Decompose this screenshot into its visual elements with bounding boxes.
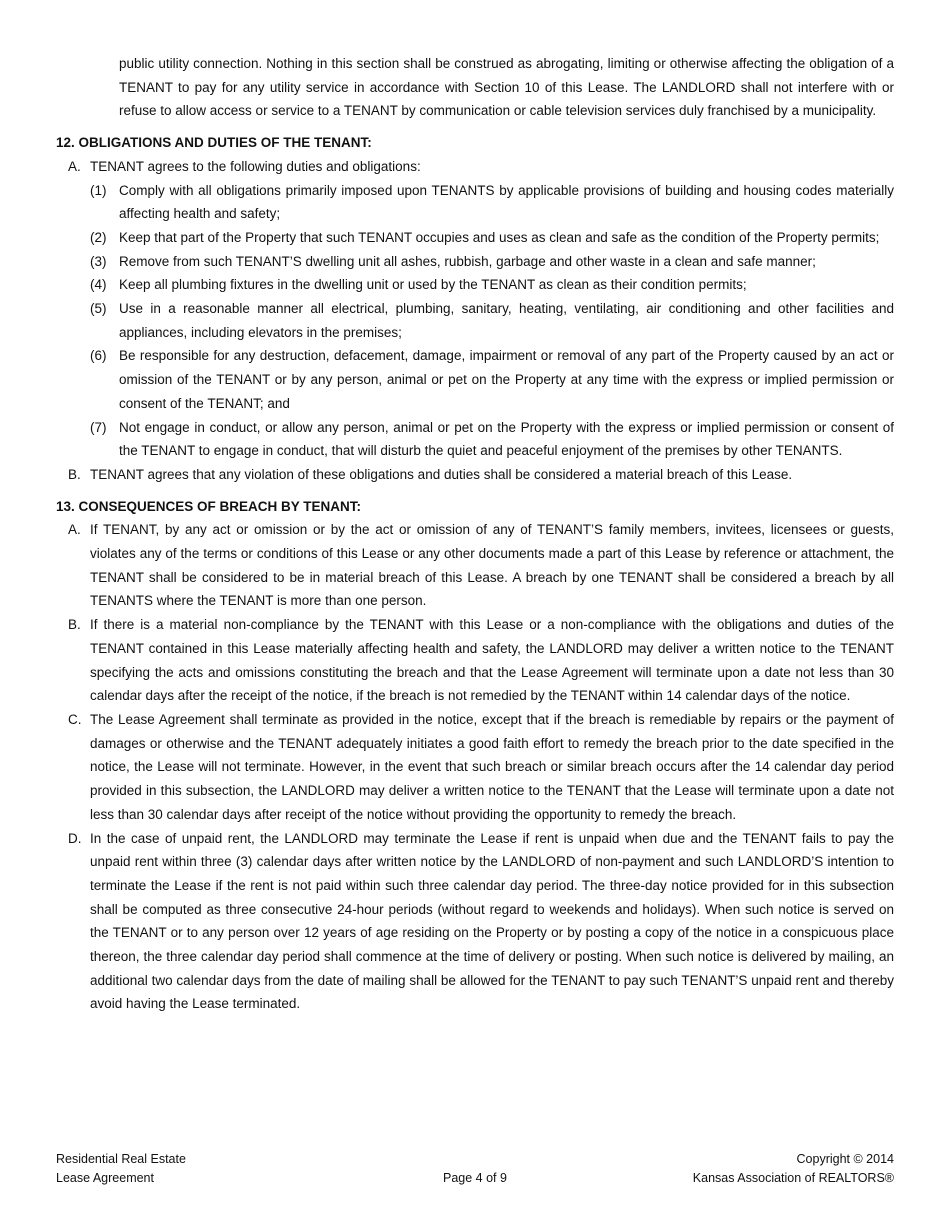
list-marker: (6)	[90, 348, 107, 364]
section-12-subitem-7	[56, 416, 894, 463]
footer-publisher: Kansas Association of REALTORS®	[692, 1171, 894, 1185]
list-item-text: Keep that part of the Property that such TENANT occupies and uses as clean and safe as the condition of the Property permits;	[119, 229, 880, 245]
list-marker: (2)	[90, 229, 107, 245]
list-item-text: Be responsible for any destruction, defacement, damage, impairment or removal of any part of the Property caused by an act or omission of the TENANT or by any person, animal or pet on the Property at any time with the express or implied permission or consent of the TENANT; and	[119, 348, 894, 411]
footer-copyright: Copyright © 2014	[796, 1152, 894, 1166]
section-13-title: 13. CONSEQUENCES OF BREACH BY TENANT:	[56, 498, 362, 514]
section-13-item-a	[56, 518, 894, 613]
section-12-subitem-1	[56, 179, 894, 226]
section-12-title: 12. OBLIGATIONS AND DUTIES OF THE TENANT:	[56, 135, 372, 151]
section-12-subitem-6	[56, 344, 894, 415]
list-item-text: If there is a material non-compliance by the TENANT with this Lease or a non-compliance with the obligations and duties of the TENANT contained in this Lease materially affecting health and safety, the LANDLORD may deliver a written notice to the TENANT specifying the acts and omissions constituting the breach and that the Lease Agreement will terminate upon a date not less than 30 calendar days after the receipt of the notice, if the breach is not remedied by the TENANT within 14 calendar days of the notice.	[90, 617, 894, 704]
intro-paragraph: public utility connection. Nothing in this section shall be construed as abrogating, limiting or otherwise affecting the obligation of a TENANT to pay for any utility service in accordance with Section 10 of this Lease. The LANDLORD shall not interfere with or refuse to allow access or service to a TENANT by communication or cable television services duly franchised by a municipality.	[119, 56, 894, 119]
list-item-text: TENANT agrees that any violation of these obligations and duties shall be considered a material breach of this Lease.	[90, 466, 793, 482]
list-marker: (5)	[90, 301, 107, 317]
section-12-subitem-3	[56, 250, 894, 274]
footer-form-type: Lease Agreement	[56, 1171, 154, 1185]
list-marker: A.	[68, 522, 81, 538]
list-marker: A.	[68, 158, 81, 174]
list-item-text: Comply with all obligations primarily imposed upon TENANTS by applicable provisions of building and housing codes materially affecting health and safety;	[119, 182, 894, 222]
footer-right	[693, 1150, 894, 1188]
section-13-item-b	[56, 613, 894, 708]
list-marker: (1)	[90, 182, 107, 198]
section-12-item-a	[56, 155, 894, 179]
list-item-text: The Lease Agreement shall terminate as provided in the notice, except that if the breach is remediable by repairs or the payment of damages or otherwise and the TENANT adequately initiates a good faith effort to remedy the breach prior to the date specified in the notice, the Lease will not terminate. However, in the event that such breach or similar breach occurs after the 14 calendar day period provided in this subsection, the LANDLORD may deliver a written notice to the TENANT that the Lease will terminate upon a date not less than 30 calendar days after receipt of the notice without providing the opportunity to remedy the breach.	[90, 711, 894, 822]
list-item-text: Remove from such TENANT’S dwelling unit all ashes, rubbish, garbage and other waste in a clean and safe manner;	[119, 253, 816, 269]
list-marker: (4)	[90, 277, 107, 293]
list-marker: B.	[68, 617, 81, 633]
list-item-text: TENANT agrees to the following duties and obligations:	[90, 158, 421, 174]
list-item-text: In the case of unpaid rent, the LANDLORD may terminate the Lease if rent is unpaid when due and the TENANT fails to pay the unpaid rent within three (3) calendar days after written notice by the LANDLORD of non-payment and such LANDLORD’S intention to terminate the Lease if the rent is not paid within such three calendar day period. The three-day notice provided for in this subsection shall be computed as three consecutive 24-hour periods (without regard to weekends and holidays). When such notice is served on the TENANT or to any person over 12 years of age residing on the Property or by posting a copy of the notice in a conspicuous place thereon, the three calendar day period shall commence at the time of delivery or posting. When such notice is delivered by mailing, an additional two calendar days from the date of mailing shall be allowed for the TENANT to pay such TENANT’S unpaid rent and thereby avoid having the Lease terminated.	[90, 830, 894, 1012]
list-marker: D.	[68, 830, 82, 846]
list-marker: C.	[68, 711, 82, 727]
list-item-text: Not engage in conduct, or allow any person, animal or pet on the Property with the express or implied permission or consent of the TENANT to engage in conduct, that will disturb the quiet and peaceful enjoyment of the premises by other TENANTS.	[119, 419, 894, 459]
document-page	[56, 52, 894, 1016]
list-item-text: If TENANT, by any act or omission or by the act or omission of any of TENANT’S family members, invitees, licensees or guests, violates any of the terms or conditions of this Lease or any other documents made a part of this Lease by reference or attachment, the TENANT shall be considered to be in material breach of this Lease. A breach by one TENANT shall be considered a breach by all TENANTS where the TENANT is more than one person.	[90, 522, 894, 609]
footer-form-name: Residential Real Estate	[56, 1152, 186, 1166]
page-number: Page 4 of 9	[443, 1171, 507, 1185]
section-12-subitem-4	[56, 273, 894, 297]
list-item-text: Use in a reasonable manner all electrical, plumbing, sanitary, heating, ventilating, air conditioning and other facilities and appliances, including elevators in the premises;	[119, 301, 894, 340]
section-12-item-b	[56, 463, 894, 487]
section-13-item-c	[56, 708, 894, 827]
section-12-subitem-2	[56, 226, 894, 250]
list-item-text: Keep all plumbing fixtures in the dwelling unit or used by the TENANT as clean as their condition permits;	[119, 277, 747, 293]
list-marker: (7)	[90, 419, 107, 435]
list-marker: (3)	[90, 253, 107, 269]
list-marker: B.	[68, 466, 81, 482]
section-13-item-d	[56, 827, 894, 1017]
section-12-subitem-5	[56, 297, 894, 344]
